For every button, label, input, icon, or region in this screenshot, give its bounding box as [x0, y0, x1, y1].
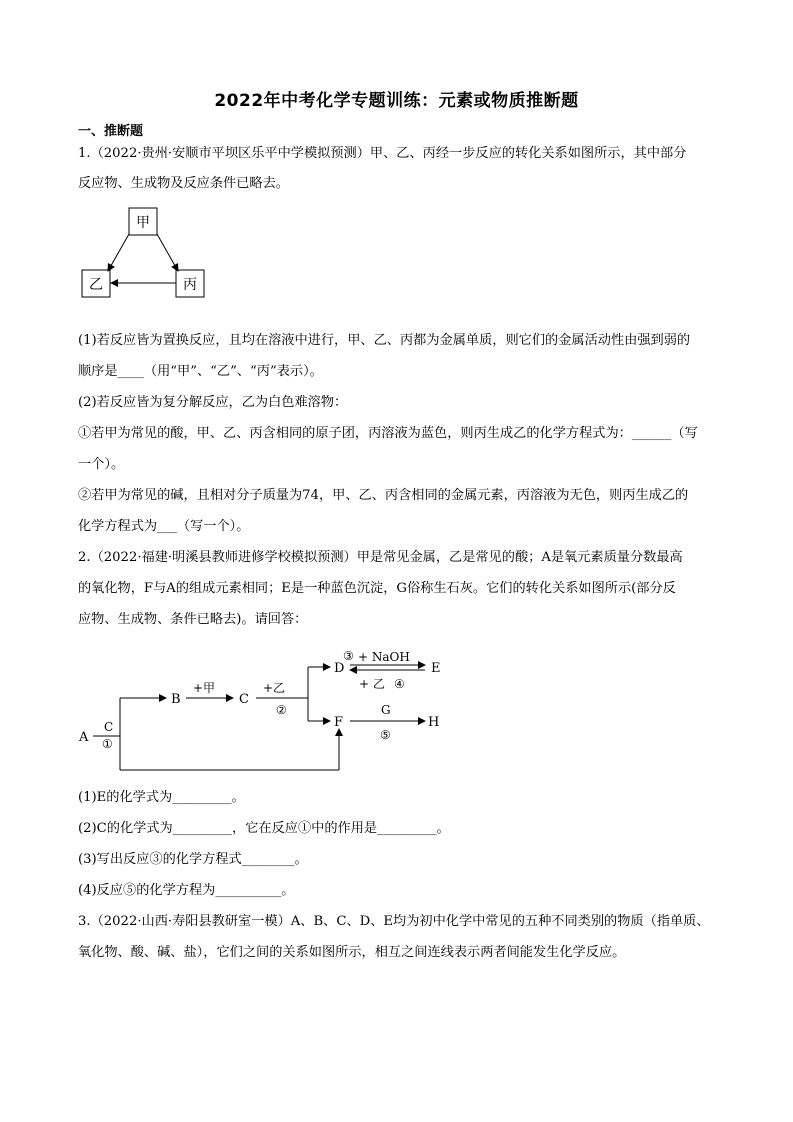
node-a: A	[79, 730, 89, 745]
node-d: D	[334, 661, 345, 676]
q2-answer-2: (2)C的化学式为_________，它在反应①中的作用是_________。	[78, 821, 450, 836]
q2-answer-3: (3)写出反应③的化学方程式________。	[78, 852, 308, 867]
node-c: C	[239, 692, 249, 707]
node-f: F	[334, 715, 344, 730]
label-r4: ④	[394, 677, 405, 691]
q2-stem-line3: 应物、生成物、条件已略去)。请回答：	[78, 612, 308, 627]
q2-answer-4: (4)反应⑤的化学方程为__________。	[78, 883, 295, 898]
node-b: B	[171, 692, 181, 707]
label-r2: ②	[276, 703, 287, 717]
q3-stem-line1: 3.（2022·山西·寿阳县教研室一模）A、B、C、D、E均为初中化学中常见的五种不同类别的物质（指单质、	[78, 914, 710, 929]
q1-part1-line2: 顺序是____（用“甲”、“乙”、“丙”表示）。	[78, 364, 323, 379]
label-bing: 丙	[183, 277, 197, 293]
arrow-jia-to-bing	[157, 234, 178, 271]
label-g: G	[381, 703, 391, 717]
label-plus-yi-2: + 乙	[359, 677, 385, 691]
q1-stem-line1: 1.（2022·贵州·安顺市平坝区乐平中学模拟预测）甲、乙、丙经一步反应的转化关系如图所示，其中部分	[78, 146, 687, 161]
q1-part2a-line1: ①若甲为常见的酸，甲、乙、丙含相同的原子团，丙溶液为蓝色，则丙生成乙的化学方程式为：______（写	[78, 426, 698, 441]
node-h: H	[428, 715, 440, 730]
label-plus-jia: +甲	[193, 681, 216, 695]
q1-stem-line2: 反应物、生成物及反应条件已略去。	[78, 176, 289, 191]
section-heading: 一、推断题	[78, 124, 144, 139]
label-r1: ①	[102, 737, 113, 751]
label-yi: 乙	[89, 277, 103, 293]
label-r3: ③	[343, 649, 354, 663]
label-jia: 甲	[136, 215, 150, 231]
q3-stem-line2: 氧化物、酸、碱、盐），它们之间的关系如图所示，相互之间连线表示两者间能发生化学反应。	[78, 945, 626, 960]
q1-part1-line1: (1)若反应皆为置换反应，且均在溶液中进行，甲、乙、丙都为金属单质，则它们的金属活动性由强到弱的	[78, 333, 691, 348]
label-plus-yi: +乙	[263, 681, 286, 695]
node-e: E	[431, 661, 441, 676]
q2-stem-line1: 2.（2022·福建·明溪县教师进修学校模拟预测）甲是常见金属，乙是常见的酸；A是氧元素质量分数最高	[78, 550, 683, 565]
q1-part2a-line2: 一个）。	[78, 457, 125, 472]
label-naoh: + NaOH	[358, 650, 410, 664]
q2-answer-1: (1)E的化学式为_________。	[78, 790, 245, 805]
arrow-jia-to-yi	[108, 234, 129, 271]
label-c-catalyst: C	[104, 720, 114, 734]
q1-part2b-line1: ②若甲为常见的碱，且相对分子质量为74，甲、乙、丙含相同的金属元素，丙溶液为无色，则丙生成乙的	[78, 488, 689, 503]
q2-stem-line2: 的氧化物，F与A的组成元素相同；E是一种蓝色沉淀，G俗称生石灰。它们的转化关系如图所示(部分反	[78, 581, 676, 596]
q2-reaction-diagram	[78, 649, 441, 770]
page-title: 2022年中考化学专题训练：元素或物质推断题	[214, 91, 579, 111]
q1-part2b-line2: 化学方程式为___（写一个）。	[78, 519, 250, 534]
label-r5: ⑤	[380, 728, 391, 742]
q1-part2: (2)若反应皆为复分解反应，乙为白色难溶物：	[78, 395, 348, 410]
